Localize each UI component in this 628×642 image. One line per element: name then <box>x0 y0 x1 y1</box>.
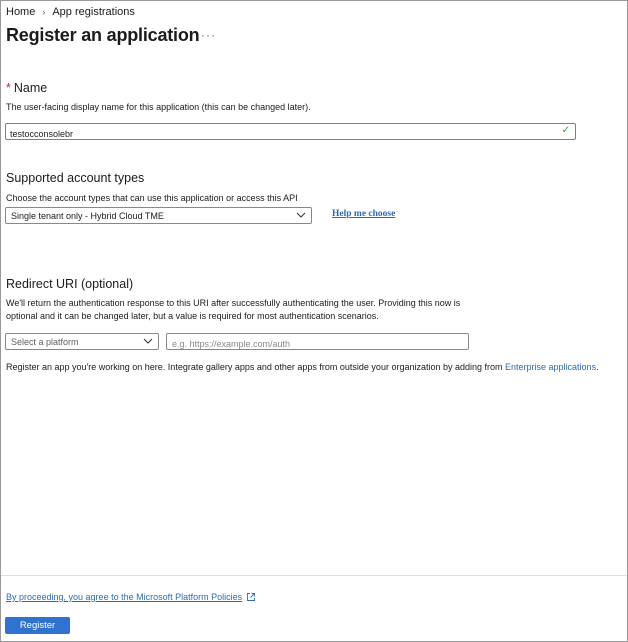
register-note <box>6 362 599 372</box>
breadcrumb-app-registrations[interactable]: App registrations <box>52 6 135 18</box>
help-me-choose-link[interactable]: Help me choose <box>332 209 396 219</box>
required-marker: * <box>6 81 11 95</box>
account-types-dropdown[interactable] <box>5 207 312 224</box>
account-types-selected: Single tenant only - Hybrid Cloud TME <box>11 210 164 221</box>
more-options-icon[interactable]: ··· <box>201 28 216 42</box>
redirect-uri-description-line2: optional and it can be changed later, but a value is required for most authentication scenarios. <box>6 311 379 321</box>
account-types-description: Choose the account types that can use this application or access this API <box>6 193 298 203</box>
redirect-uri-input[interactable] <box>167 337 462 352</box>
name-input[interactable] <box>6 127 546 142</box>
redirect-uri-title: Redirect URI (optional) <box>6 277 134 291</box>
name-field-container <box>5 123 576 140</box>
breadcrumb-home[interactable]: Home <box>6 6 36 18</box>
register-note-text: Register an app you're working on here. Integrate gallery apps and other apps from outside your organization by adding from <box>6 362 506 372</box>
enterprise-applications-link[interactable]: Enterprise applications <box>505 362 597 372</box>
register-note-suffix: . <box>596 362 599 372</box>
chevron-down-icon <box>143 337 153 345</box>
platform-policies-link[interactable] <box>6 592 256 602</box>
platform-placeholder: Select a platform <box>11 336 79 347</box>
footer-divider <box>1 575 627 576</box>
platform-policies-text: By proceeding, you agree to the Microsoft Platform Policies <box>6 592 243 602</box>
external-link-icon <box>246 592 256 602</box>
account-types-title: Supported account types <box>6 171 145 185</box>
redirect-uri-description-line1: We'll return the authentication response to this URI after successfully authenticating the user. Providing this now is <box>6 298 461 308</box>
page-title: Register an application <box>6 25 200 45</box>
platform-dropdown[interactable] <box>5 333 159 350</box>
redirect-uri-field-container <box>166 333 469 350</box>
register-button[interactable]: Register <box>5 617 70 634</box>
name-label: Name <box>13 81 48 95</box>
name-section-title <box>6 81 47 95</box>
checkmark-icon: ✓ <box>561 125 570 136</box>
chevron-down-icon <box>296 211 306 219</box>
breadcrumb-separator: › <box>42 7 46 17</box>
breadcrumb <box>6 6 135 18</box>
name-description: The user-facing display name for this application (this can be changed later). <box>6 102 311 112</box>
